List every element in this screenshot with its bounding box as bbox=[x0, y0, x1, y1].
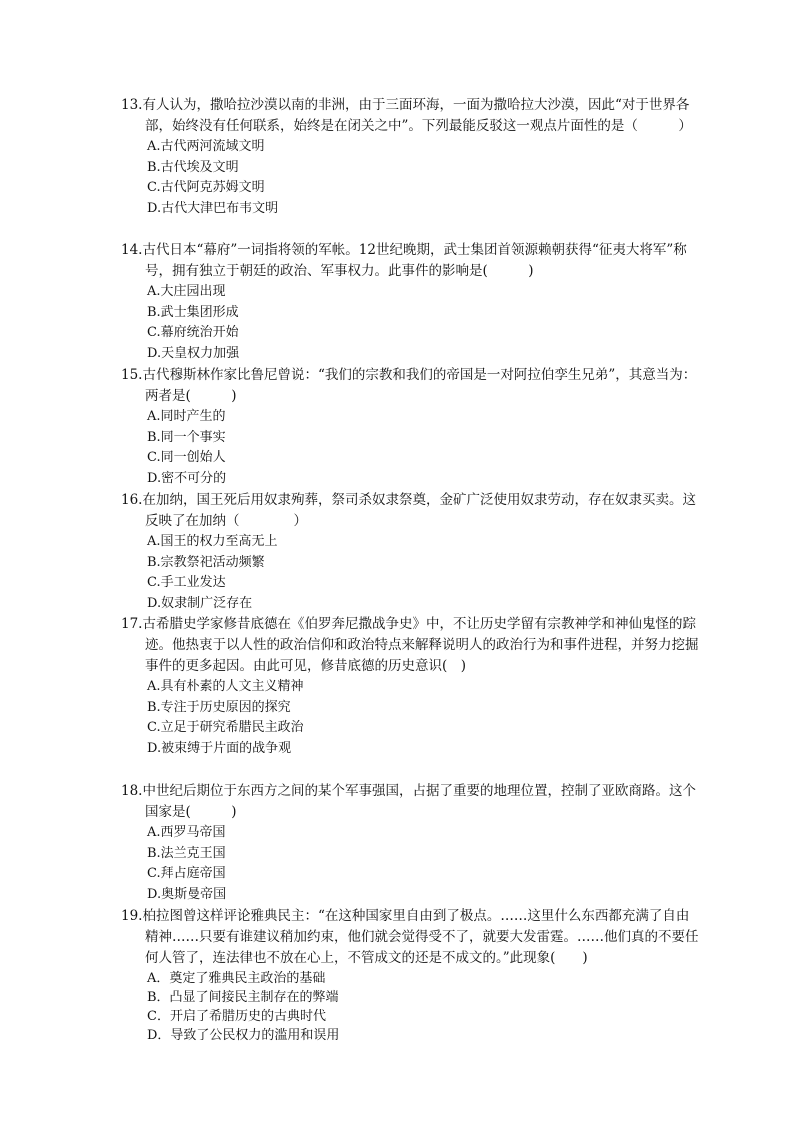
question-stem: 14.古代日本“幕府”一词指将领的军帐。12世纪晚期，武士集团首领源赖朝获得“征夷大将军”称号，拥有独立于朝廷的政治、军事权力。此事件的影响是( ) bbox=[121, 242, 687, 279]
option-list bbox=[121, 677, 701, 760]
option-a: A．奠定了雅典民主政治的基础 bbox=[147, 971, 326, 986]
question-stem: 16.在加纳，国王死后用奴隶殉葬，祭司杀奴隶祭奠，金矿广泛使用奴隶劳动，存在奴隶买卖。这反映了在加纳（ ） bbox=[121, 492, 696, 529]
option-a: A.同时产生的 bbox=[147, 409, 226, 424]
option-d: D.被束缚于片面的战争观 bbox=[147, 741, 292, 757]
option-c: C.同一创始人 bbox=[147, 450, 226, 466]
option-c: C．开启了希腊历史的古典时代 bbox=[147, 1009, 326, 1024]
question-stem: 13.有人认为，撒哈拉沙漠以南的非洲，由于三面环海，一面为撒哈拉大沙漠，因此“对于世界各部，始终没有任何联系，始终是在闭关之中”。下列最能反驳这一观点片面性的是（ ） bbox=[121, 97, 692, 134]
option-c: C.立足于研究希腊民主政治 bbox=[147, 720, 304, 736]
option-a: A.国王的权力至高无上 bbox=[147, 534, 278, 549]
option-b: B．凸显了间接民主制存在的弊端 bbox=[147, 990, 339, 1005]
option-c: C.手工业发达 bbox=[147, 575, 226, 591]
question-stem: 17.古希腊史学家修昔底德在《伯罗奔尼撒战争史》中，不让历史学留有宗教神学和神仙鬼怪的踪迹。他热衷于以人性的政治信仰和政治特点来解释说明人的政治行为和事件进程，并努力挖掘事件的更多起因。由此可见，修昔底德的历史意识( ) bbox=[121, 616, 699, 674]
option-b: B.同一个事实 bbox=[147, 429, 226, 445]
option-a: A.具有朴素的人文主义精神 bbox=[147, 679, 304, 694]
option-a: A.古代两河流域文明 bbox=[147, 139, 265, 154]
option-d: D.密不可分的 bbox=[147, 471, 227, 487]
option-list bbox=[121, 969, 701, 1045]
option-b: B.武士集团形成 bbox=[147, 304, 239, 320]
option-c: C.古代阿克苏姆文明 bbox=[147, 180, 265, 196]
option-d: D.古代大津巴布韦文明 bbox=[147, 201, 279, 217]
question-17 bbox=[121, 614, 701, 760]
question-13 bbox=[121, 95, 701, 220]
option-a: A.西罗马帝国 bbox=[147, 825, 226, 840]
question-15 bbox=[121, 365, 701, 490]
option-b: B.法兰克王国 bbox=[147, 845, 226, 861]
question-18 bbox=[121, 781, 701, 906]
option-b: B.专注于历史原因的探究 bbox=[147, 699, 291, 715]
option-d: D.天皇权力加强 bbox=[147, 346, 240, 362]
question-14 bbox=[121, 240, 701, 365]
option-b: B.宗教祭祀活动频繁 bbox=[147, 554, 265, 570]
question-19 bbox=[121, 906, 701, 1045]
option-list bbox=[121, 282, 701, 365]
option-list bbox=[121, 823, 701, 906]
option-c: C.拜占庭帝国 bbox=[147, 866, 226, 882]
option-b: B.古代埃及文明 bbox=[147, 159, 239, 175]
question-stem: 19.柏拉图曾这样评论雅典民主：“在这种国家里自由到了极点。……这里什么东西都充满了自由精神……只要有谁建议稍加约束，他们就会觉得受不了，就要大发雷霆。……他们真的不要任何人管了，连法律也不放在心上，不管成文的还是不成文的。”此现象( ) bbox=[121, 908, 699, 966]
option-d: D.奥斯曼帝国 bbox=[147, 887, 227, 903]
question-stem: 18.中世纪后期位于东西方之间的某个军事强国，占据了重要的地理位置，控制了亚欧商路。这个国家是( ) bbox=[121, 783, 696, 820]
option-a: A.大庄园出现 bbox=[147, 284, 226, 299]
option-list bbox=[121, 532, 701, 615]
option-d: D.奴隶制广泛存在 bbox=[147, 596, 253, 612]
question-stem: 15.古代穆斯林作家比鲁尼曾说：“我们的宗教和我们的帝国是一对阿拉伯孪生兄弟”，其意当为：两者是( ) bbox=[121, 367, 697, 404]
option-c: C.幕府统治开始 bbox=[147, 325, 239, 341]
option-list bbox=[121, 407, 701, 490]
option-list bbox=[121, 137, 701, 220]
option-d: D．导致了公民权力的滥用和误用 bbox=[147, 1028, 340, 1043]
question-16 bbox=[121, 490, 701, 615]
